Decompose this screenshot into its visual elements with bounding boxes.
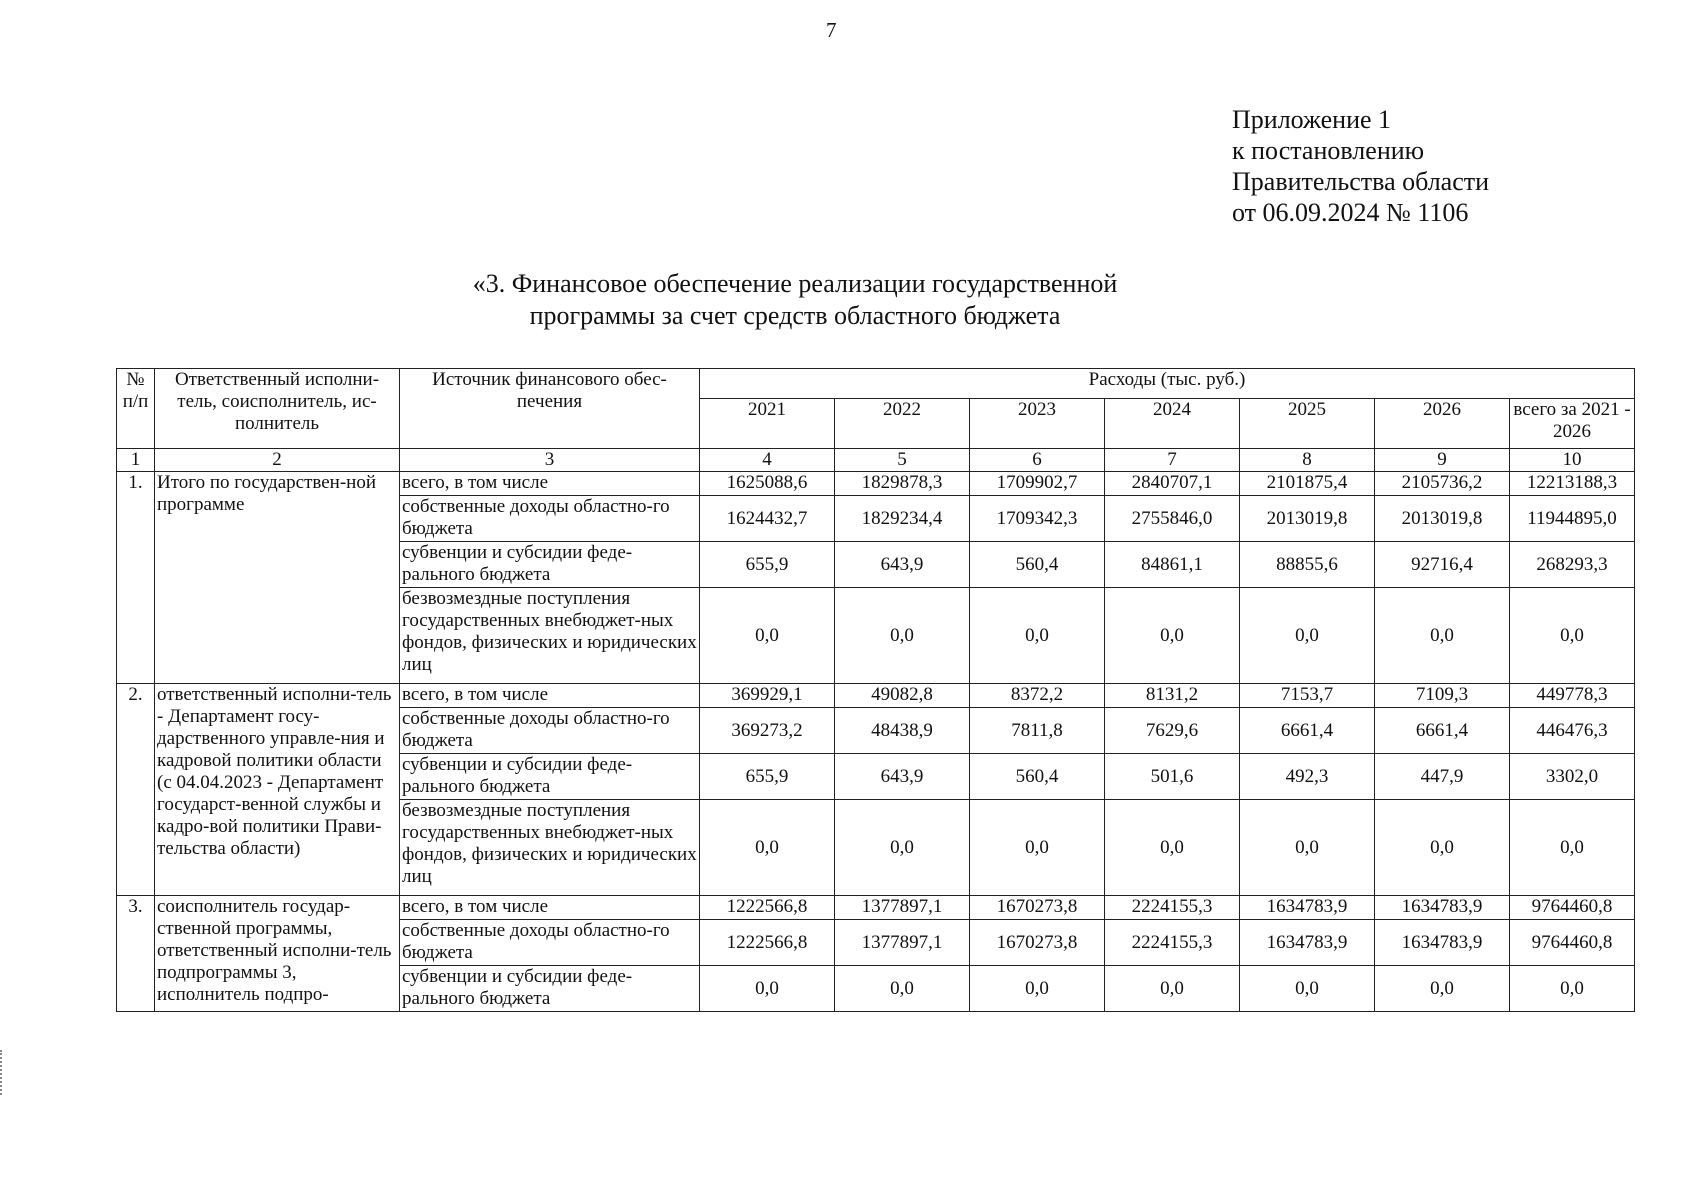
value-cell: 92716,4 — [1375, 542, 1510, 588]
source-cell: субвенции и субсидии феде-рального бюджета — [400, 754, 700, 800]
total-cell: 0,0 — [1510, 966, 1635, 1012]
column-number: 2 — [155, 449, 400, 472]
responsible-cell: соисполнитель государ-ственной программы, ответственный исполни-тель подпрограммы 3, исполнитель подпро- — [155, 896, 400, 1012]
responsible-cell: Итого по государствен-ной программе — [155, 472, 400, 684]
value-cell: 2013019,8 — [1240, 496, 1375, 542]
header-year: 2026 — [1375, 399, 1510, 449]
value-cell: 1625088,6 — [700, 472, 835, 496]
value-cell: 0,0 — [700, 800, 835, 896]
scan-edge-marks — [0, 1050, 6, 1095]
header-year: 2024 — [1105, 399, 1240, 449]
value-cell: 447,9 — [1375, 754, 1510, 800]
column-number: 1 — [117, 449, 155, 472]
total-cell: 449778,3 — [1510, 684, 1635, 708]
value-cell: 2224155,3 — [1105, 920, 1240, 966]
budget-table — [116, 368, 1635, 1012]
value-cell: 560,4 — [970, 542, 1105, 588]
value-cell: 2105736,2 — [1375, 472, 1510, 496]
value-cell: 48438,9 — [835, 708, 970, 754]
value-cell: 1829878,3 — [835, 472, 970, 496]
column-number: 4 — [700, 449, 835, 472]
value-cell: 84861,1 — [1105, 542, 1240, 588]
header-responsible: Ответственный исполни-тель, соисполнитель, ис-полнитель — [155, 369, 400, 449]
value-cell: 7109,3 — [1375, 684, 1510, 708]
appendix-line: Правительства области — [1232, 167, 1490, 196]
source-cell: субвенции и субсидии феде-рального бюджета — [400, 966, 700, 1012]
value-cell: 2755846,0 — [1105, 496, 1240, 542]
value-cell: 0,0 — [835, 800, 970, 896]
source-cell: всего, в том числе — [400, 896, 700, 920]
value-cell: 0,0 — [1105, 588, 1240, 684]
total-cell: 3302,0 — [1510, 754, 1635, 800]
value-cell: 0,0 — [1375, 966, 1510, 1012]
column-number: 7 — [1105, 449, 1240, 472]
header-row — [117, 369, 1635, 399]
row-number: 2. — [117, 684, 155, 896]
total-cell: 9764460,8 — [1510, 920, 1635, 966]
value-cell: 2224155,3 — [1105, 896, 1240, 920]
value-cell: 0,0 — [970, 966, 1105, 1012]
value-cell: 0,0 — [970, 800, 1105, 896]
value-cell: 560,4 — [970, 754, 1105, 800]
value-cell: 0,0 — [1240, 588, 1375, 684]
total-cell: 268293,3 — [1510, 542, 1635, 588]
value-cell: 1222566,8 — [700, 896, 835, 920]
column-number: 9 — [1375, 449, 1510, 472]
value-cell: 1670273,8 — [970, 896, 1105, 920]
value-cell: 6661,4 — [1240, 708, 1375, 754]
value-cell: 8372,2 — [970, 684, 1105, 708]
value-cell: 1634783,9 — [1240, 896, 1375, 920]
column-numbers-row — [117, 449, 1635, 472]
value-cell: 2013019,8 — [1375, 496, 1510, 542]
value-cell: 1222566,8 — [700, 920, 835, 966]
value-cell: 0,0 — [835, 966, 970, 1012]
value-cell: 492,3 — [1240, 754, 1375, 800]
header-expenses: Расходы (тыс. руб.) — [700, 369, 1635, 399]
column-number: 5 — [835, 449, 970, 472]
value-cell: 501,6 — [1105, 754, 1240, 800]
value-cell: 2840707,1 — [1105, 472, 1240, 496]
source-cell: безвозмездные поступления государственных внебюджет-ных фондов, физических и юридических лиц — [400, 800, 700, 896]
value-cell: 2101875,4 — [1240, 472, 1375, 496]
column-number: 6 — [970, 449, 1105, 472]
total-cell: 0,0 — [1510, 800, 1635, 896]
source-cell: собственные доходы областно-го бюджета — [400, 708, 700, 754]
value-cell: 0,0 — [1375, 588, 1510, 684]
responsible-cell: ответственный исполни-тель - Департамент госу-дарственного управле-ния и кадровой политики области (с 04.04.2023 - Департамент государст-венной службы и кадро-вой политики Прави-тельства области) — [155, 684, 400, 896]
value-cell: 1624432,7 — [700, 496, 835, 542]
appendix-line: Приложение 1 — [1232, 105, 1392, 134]
value-cell: 1377897,1 — [835, 896, 970, 920]
value-cell: 0,0 — [1105, 800, 1240, 896]
title-line: «3. Финансовое обеспечение реализации государственной — [472, 269, 1118, 298]
value-cell: 1634783,9 — [1240, 920, 1375, 966]
header-year: 2025 — [1240, 399, 1375, 449]
page-number: 7 — [826, 18, 837, 42]
value-cell: 1377897,1 — [835, 920, 970, 966]
value-cell: 0,0 — [700, 966, 835, 1012]
value-cell: 369273,2 — [700, 708, 835, 754]
source-cell: безвозмездные поступления государственных внебюджет-ных фондов, физических и юридических лиц — [400, 588, 700, 684]
table-row — [117, 472, 1635, 496]
value-cell: 0,0 — [1375, 800, 1510, 896]
table-row — [117, 896, 1635, 920]
value-cell: 49082,8 — [835, 684, 970, 708]
value-cell: 1670273,8 — [970, 920, 1105, 966]
header-year: 2022 — [835, 399, 970, 449]
value-cell: 655,9 — [700, 754, 835, 800]
header-total: всего за 2021 - 2026 — [1510, 399, 1635, 449]
value-cell: 643,9 — [835, 754, 970, 800]
value-cell: 369929,1 — [700, 684, 835, 708]
value-cell: 1709902,7 — [970, 472, 1105, 496]
row-number: 3. — [117, 896, 155, 1012]
value-cell: 88855,6 — [1240, 542, 1375, 588]
value-cell: 0,0 — [700, 588, 835, 684]
value-cell: 0,0 — [970, 588, 1105, 684]
value-cell: 1634783,9 — [1375, 920, 1510, 966]
header-source: Источник финансового обес-печения — [400, 369, 700, 449]
appendix-line: к постановлению — [1232, 136, 1425, 165]
header-year: 2023 — [970, 399, 1105, 449]
total-cell: 9764460,8 — [1510, 896, 1635, 920]
source-cell: всего, в том числе — [400, 684, 700, 708]
value-cell: 1634783,9 — [1375, 896, 1510, 920]
column-number: 3 — [400, 449, 700, 472]
value-cell: 7153,7 — [1240, 684, 1375, 708]
appendix-block — [1232, 104, 1489, 228]
source-cell: всего, в том числе — [400, 472, 700, 496]
document-title — [380, 268, 1210, 332]
value-cell: 8131,2 — [1105, 684, 1240, 708]
appendix-line: от 06.09.2024 № 1106 — [1232, 198, 1469, 227]
total-cell: 12213188,3 — [1510, 472, 1635, 496]
header-year: 2021 — [700, 399, 835, 449]
value-cell: 655,9 — [700, 542, 835, 588]
value-cell: 0,0 — [1240, 966, 1375, 1012]
total-cell: 11944895,0 — [1510, 496, 1635, 542]
value-cell: 1829234,4 — [835, 496, 970, 542]
table-body — [117, 369, 1635, 1012]
header-num: № п/п — [117, 369, 155, 449]
column-number: 10 — [1510, 449, 1635, 472]
value-cell: 0,0 — [1240, 800, 1375, 896]
total-cell: 446476,3 — [1510, 708, 1635, 754]
value-cell: 0,0 — [835, 588, 970, 684]
value-cell: 1709342,3 — [970, 496, 1105, 542]
column-number: 8 — [1240, 449, 1375, 472]
value-cell: 0,0 — [1105, 966, 1240, 1012]
value-cell: 7811,8 — [970, 708, 1105, 754]
source-cell: собственные доходы областно-го бюджета — [400, 920, 700, 966]
value-cell: 6661,4 — [1375, 708, 1510, 754]
source-cell: собственные доходы областно-го бюджета — [400, 496, 700, 542]
total-cell: 0,0 — [1510, 588, 1635, 684]
value-cell: 643,9 — [835, 542, 970, 588]
row-number: 1. — [117, 472, 155, 684]
title-line: программы за счет средств областного бюджета — [529, 301, 1061, 330]
table-row — [117, 684, 1635, 708]
value-cell: 7629,6 — [1105, 708, 1240, 754]
source-cell: субвенции и субсидии феде-рального бюджета — [400, 542, 700, 588]
